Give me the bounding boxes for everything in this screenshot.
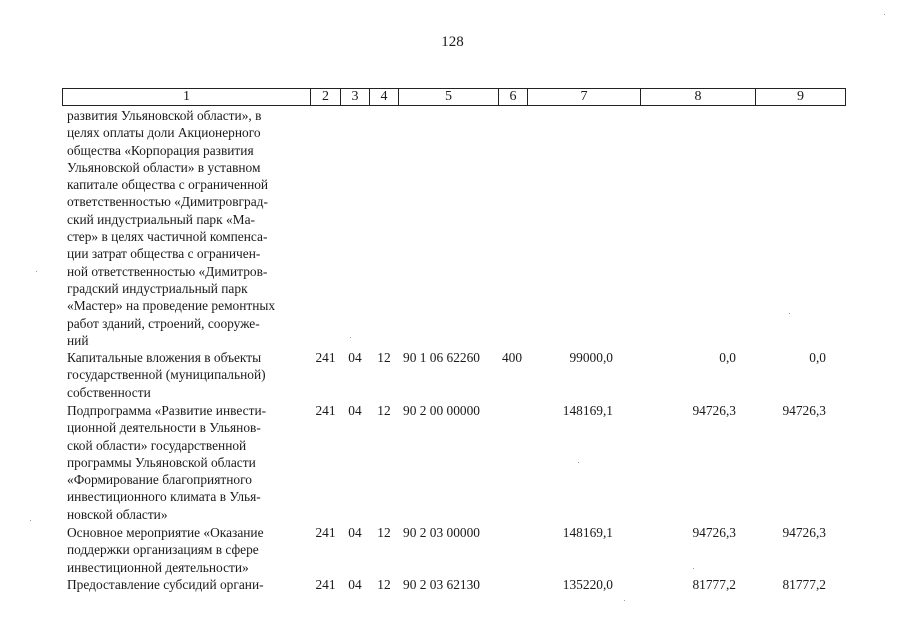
description-line: капитале общества с ограниченной: [67, 177, 269, 193]
cell-ministry: 241: [315, 525, 336, 540]
header-col-3: 3: [340, 88, 369, 106]
cell-amount-col7: 148169,1: [562, 525, 613, 540]
cell-section: 04: [348, 525, 362, 540]
cell-section: 04: [348, 577, 362, 592]
cell-ministry: 241: [315, 350, 336, 365]
description-line: целях оплаты доли Акционерного: [67, 125, 261, 141]
scan-speck: [624, 600, 625, 601]
cell-ministry: 241: [315, 577, 336, 592]
cell-target-article: 90 2 00 00000: [403, 403, 480, 418]
cell-amount-col9: 94726,3: [782, 403, 826, 418]
header-col-8: 8: [640, 88, 755, 106]
description-line: стер» в целях частичной компенса-: [67, 229, 268, 245]
header-col-4: 4: [369, 88, 398, 106]
description-line: инвестиционного климата в Улья-: [67, 489, 261, 505]
cell-target-article: 90 1 06 62260: [403, 350, 480, 365]
cell-amount-col8: 94726,3: [692, 403, 736, 418]
description-line: развития Ульяновской области», в: [67, 108, 262, 123]
description-line: поддержки организациям в сфере: [67, 542, 259, 558]
header-col-2: 2: [310, 88, 340, 106]
header-col-6: 6: [498, 88, 527, 106]
scan-speck: [350, 337, 351, 338]
description-line: ционной деятельности в Ульянов-: [67, 420, 261, 436]
scan-speck: [693, 568, 694, 569]
cell-subsection: 12: [377, 525, 391, 540]
description-line: ний: [67, 332, 89, 348]
scan-speck: [36, 271, 37, 272]
cell-amount-col7: 148169,1: [562, 403, 613, 418]
header-col-5: 5: [398, 88, 498, 106]
scan-speck: [884, 14, 885, 15]
cell-amount-col9: 81777,2: [782, 577, 826, 592]
cell-amount-col9: 0,0: [809, 350, 826, 365]
page-number: 128: [441, 34, 464, 50]
scan-speck: [789, 313, 790, 314]
description-line: Подпрограмма «Развитие инвести-: [67, 403, 267, 418]
header-col-7: 7: [527, 88, 640, 106]
cell-ministry: 241: [315, 403, 336, 418]
cell-expense-type: 400: [501, 350, 523, 365]
description-line: ции затрат общества с ограничен-: [67, 246, 261, 262]
description-line: ский индустриальный парк «Ма-: [67, 211, 255, 227]
cell-section: 04: [348, 350, 362, 365]
description-line: Ульяновской области» в уставном: [67, 159, 261, 175]
cell-subsection: 12: [377, 350, 391, 365]
cell-target-article: 90 2 03 00000: [403, 525, 480, 540]
description-line: ской области» государственной: [67, 437, 247, 453]
description-line: собственности: [67, 384, 151, 400]
description-line: «Формирование благоприятного: [67, 472, 252, 488]
description-line: ной ответственностью «Димитров-: [67, 263, 268, 279]
description-line: Предоставление субсидий органи-: [67, 577, 264, 592]
row-description: [67, 576, 303, 593]
description-line: новской области»: [67, 506, 168, 522]
cell-amount-col7: 99000,0: [569, 350, 613, 365]
description-line: государственной (муниципальной): [67, 367, 266, 383]
header-col-1: 1: [62, 88, 310, 106]
header-col-9: 9: [755, 88, 846, 106]
scan-speck: [578, 462, 579, 463]
description-line: градский индустриальный парк: [67, 280, 248, 296]
cell-subsection: 12: [377, 403, 391, 418]
cell-amount-col7: 135220,0: [562, 577, 613, 592]
cell-amount-col8: 81777,2: [692, 577, 736, 592]
description-line: работ зданий, строений, сооруже-: [67, 315, 260, 331]
description-line: «Мастер» на проведение ремонтных: [67, 298, 276, 314]
description-line: программы Ульяновской области: [67, 454, 256, 470]
cell-amount-col8: 94726,3: [692, 525, 736, 540]
cell-target-article: 90 2 03 62130: [403, 577, 480, 592]
cell-subsection: 12: [377, 577, 391, 592]
description-line: ответственностью «Димитровград-: [67, 194, 268, 210]
row-description: [67, 402, 303, 523]
cell-section: 04: [348, 403, 362, 418]
description-line: Капитальные вложения в объекты: [67, 350, 262, 365]
cell-amount-col8: 0,0: [719, 350, 736, 365]
row-description: [67, 349, 303, 401]
description-line: Основное мероприятие «Оказание: [67, 525, 264, 540]
row-description: [67, 107, 303, 349]
row-description: [67, 524, 303, 576]
description-line: общества «Корпорация развития: [67, 142, 254, 158]
cell-amount-col9: 94726,3: [782, 525, 826, 540]
description-line: инвестиционной деятельности»: [67, 559, 249, 575]
scan-speck: [30, 520, 31, 521]
